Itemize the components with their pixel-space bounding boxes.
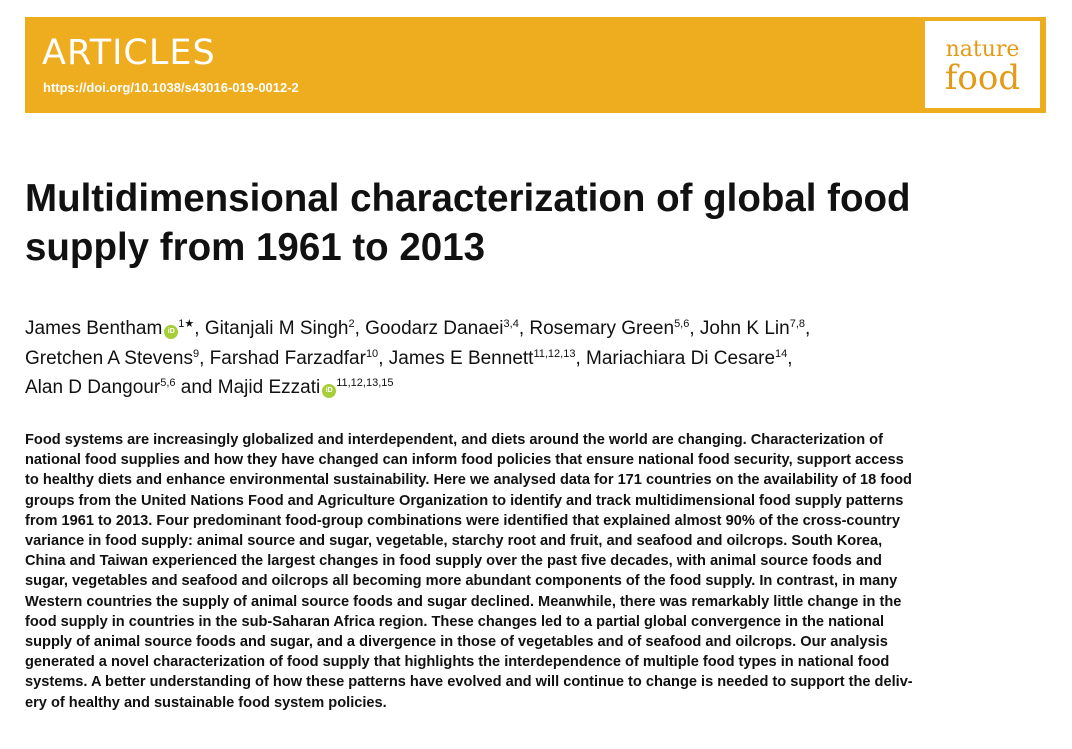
abstract-line: systems. A better understanding of how these patterns have evolved and will continue to change is needed to support the deliv- bbox=[25, 674, 913, 691]
orcid-icon[interactable]: iD bbox=[164, 325, 178, 339]
abstract-line: from 1961 to 2013. Four predominant food-group combinations were identified that explained almost 90% of the cross-country bbox=[25, 512, 900, 529]
article-header-banner bbox=[25, 17, 1046, 113]
author-affiliation-sup: 9 bbox=[192, 347, 200, 360]
doi-link[interactable]: https://doi.org/10.1038/s43016-019-0012-2 bbox=[43, 80, 299, 95]
author-list: James Bentham $iD^{1★}$, Gitanjali M Singh$^2$, Goodarz Danaei$^{3,4}$, Rosemary Green$^{5,6}$, John K Lin$^{7,8}$, Gretchen A Stevens$^9$, Farshad Farzadfar$^{10}$, James E Bennett$^{11,12,13}$, Mariachiara Di Cesare$^{14}$, Alan D Dangour$^{5,6}$ and Majid Ezzati iD$^{11,12,13,15}$ bbox=[25, 318, 811, 398]
author[interactable]: Goodarz Danaei$^{3,4}$ bbox=[365, 318, 519, 339]
author-affiliation-sup: 5,6 bbox=[160, 377, 176, 389]
abstract-line: food supply in countries in the sub-Saharan Africa region. These changes led to a partial global convergence in the national bbox=[25, 613, 885, 630]
title-line-1: Multidimensional characterization of global food bbox=[25, 177, 911, 220]
author[interactable]: Farshad Farzadfar$^{10}$ bbox=[209, 347, 379, 369]
author[interactable]: Mariachiara Di Cesare$^{14}$, bbox=[586, 347, 793, 369]
abstract-line: sugar, vegetables and seafood and oilcrops all becoming more abundant components of the food supply. In contrast, in many bbox=[25, 573, 898, 590]
author-affiliation-sup: 10 bbox=[365, 347, 379, 360]
abstract-line: generated a novel characterization of food supply that highlights the interdependence of multiple food types in national food bbox=[25, 654, 890, 671]
abstract bbox=[25, 430, 1046, 713]
title-line-2: supply from 1961 to 2013 bbox=[25, 226, 486, 269]
abstract-line: to healthy diets and enhance environmental sustainability. Here we analysed data for 171 countries on the availability of 18 food bbox=[25, 472, 912, 489]
journal-logo-line2: food bbox=[944, 58, 1021, 98]
author[interactable]: James Bentham $iD^{1★}$ bbox=[25, 318, 195, 339]
abstract-line: variance in food supply: animal source and sugar, vegetable, starchy root and fruit, and seafood and oilcrops. South Korea, bbox=[25, 533, 883, 550]
author[interactable]: Majid Ezzati iD$^{11,12,13,15}$ bbox=[217, 377, 394, 398]
author-affiliation-sup: 1★ bbox=[178, 318, 195, 330]
author-affiliation-sup: 3,4 bbox=[503, 318, 519, 330]
author-affiliation-sup: 5,6 bbox=[674, 318, 690, 330]
abstract-line: national food supplies and how they have changed can inform food policies that ensure national food security, support access bbox=[25, 452, 904, 469]
author[interactable]: Gitanjali M Singh$^2$ bbox=[204, 318, 355, 339]
author-affiliation-sup: 14 bbox=[775, 347, 788, 360]
author-affiliation-sup: 11,12,13 bbox=[533, 347, 576, 360]
author[interactable]: Gretchen A Stevens$^9$ bbox=[25, 347, 200, 369]
abstract-line: Food systems are increasingly globalized and interdependent, and diets around the world are changing. Characterization of bbox=[25, 432, 883, 448]
author[interactable]: John K Lin$^{7,8}$, bbox=[699, 318, 811, 339]
author-affiliation-sup: 11,12,13,15 bbox=[336, 377, 394, 389]
section-kicker: ARTICLES bbox=[42, 33, 216, 73]
orcid-icon[interactable]: iD bbox=[322, 384, 336, 398]
abstract-line: Western countries the supply of animal source foods and sugar declined. Meanwhile, there was remarkably little change in the bbox=[25, 593, 902, 610]
abstract-line: supply of animal source foods and sugar, and a divergence in those of vegetables and of seafood and oilcrops. Our analysis bbox=[25, 634, 888, 651]
author[interactable]: Rosemary Green$^{5,6}$ bbox=[529, 318, 690, 339]
abstract-line: China and Taiwan experienced the largest changes in food supply over the past five decades, with animal source foods and bbox=[25, 553, 882, 570]
author[interactable]: Alan D Dangour$^{5,6}$ bbox=[25, 377, 176, 398]
abstract-line: groups from the United Nations Food and Agriculture Organization to identify and track multidimensional food supply patterns bbox=[25, 492, 904, 509]
journal-logo[interactable] bbox=[925, 21, 1040, 108]
article-title bbox=[25, 174, 1045, 272]
journal-logo-line1: nature bbox=[945, 37, 1020, 62]
author-affiliation-sup: 2 bbox=[348, 318, 355, 330]
author[interactable]: James E Bennett$^{11,12,13}$ bbox=[388, 347, 576, 369]
abstract-line: ery of healthy and sustainable food system policies. bbox=[25, 694, 387, 711]
author-affiliation-sup: 7,8 bbox=[789, 318, 806, 330]
